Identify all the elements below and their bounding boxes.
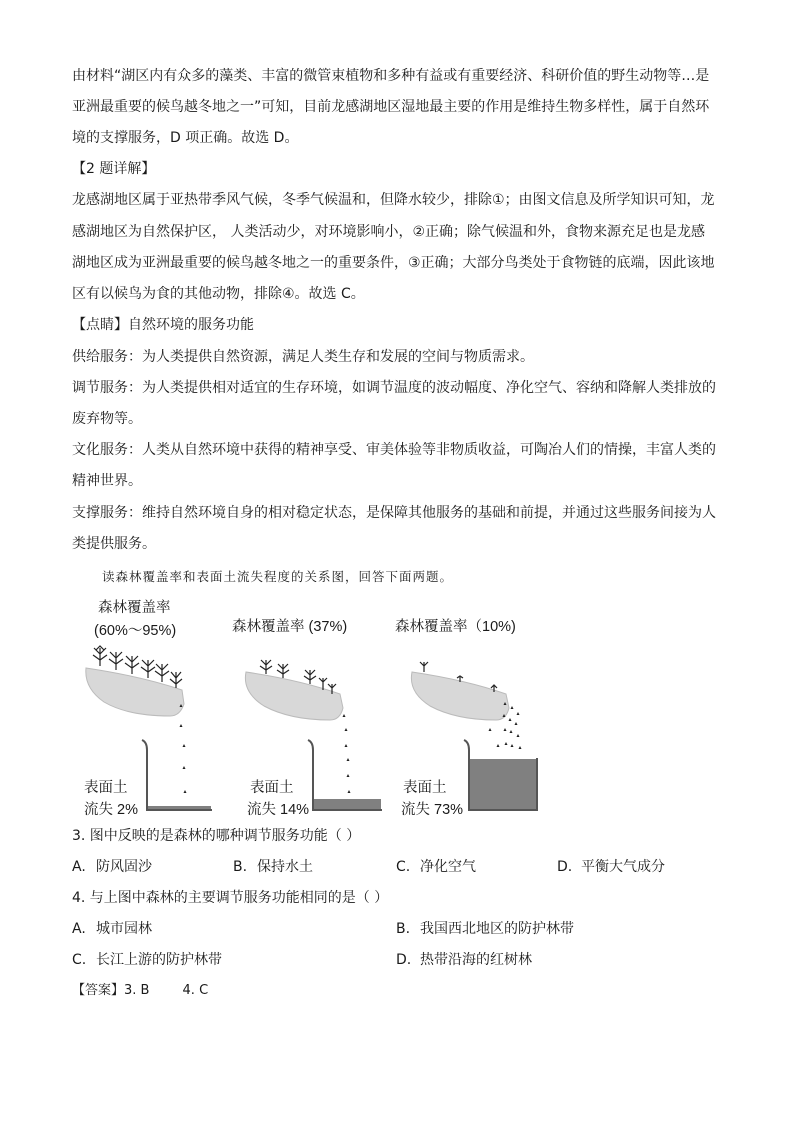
text-line: 湖地区成为亚洲最重要的候鸟越冬地之一的重要条件，③正确；大部分鸟类处于食物链的底端，因此该地	[72, 255, 715, 271]
text-line: 区有以候鸟为食的其他动物，排除④。故选 C。	[72, 286, 365, 302]
option-key: C.	[72, 952, 87, 968]
panel-1-title-range: (60%～95%)	[94, 623, 177, 639]
hillside-slope	[86, 668, 184, 716]
section-heading: 【2 题详解】	[72, 161, 156, 177]
runoff-drops	[343, 714, 351, 793]
text-line: 支撑服务：维持自然环境自身的相对稳定状态，是保障其他服务的基础和前提，并通过这些服务间接为人	[72, 505, 716, 521]
answer-text: 3. B 4. C	[124, 983, 209, 998]
question-3-option-b[interactable]	[233, 857, 313, 877]
panel-2-loss-label: 表面土	[250, 780, 294, 796]
soil-loss-fill	[470, 759, 536, 809]
text-line: 感湖地区为自然保护区， 人类活动少，对环境影响小，②正确；除气候温和外，食物来源充足也是龙感	[72, 224, 705, 240]
text-line: 供给服务：为人类提供自然资源，满足人类生存和发展的空间与物质需求。	[72, 349, 534, 365]
answer-label: 【答案】	[72, 983, 125, 998]
option-key: C.	[396, 859, 411, 875]
panel-1-loss-label: 表面土	[84, 780, 128, 796]
option-key: A.	[72, 921, 86, 937]
option-key: B.	[233, 859, 248, 875]
soil-loss-fill	[314, 799, 381, 809]
text-line: 境的支撑服务，D 项正确。故选 D。	[72, 130, 299, 146]
panel-2-title: 森林覆盖率 (37%)	[232, 619, 348, 635]
hillside-slope	[245, 672, 343, 720]
question-4-option-d[interactable]	[396, 950, 532, 970]
section-heading: 【点睛】自然环境的服务功能	[72, 317, 254, 333]
runoff-drops	[180, 704, 187, 793]
text-line: 废弃物等。	[72, 411, 142, 427]
option-text: 防风固沙	[96, 859, 152, 875]
question-4-option-b[interactable]	[396, 919, 574, 939]
option-text: 城市园林	[96, 921, 152, 937]
question-4-stem: 4. 与上图中森林的主要调节服务功能相同的是（ ）	[72, 890, 389, 906]
option-text: 平衡大气成分	[581, 859, 665, 875]
option-text: 长江上游的防护林带	[96, 952, 222, 968]
panel-1-loss-value: 流失 2%	[84, 802, 138, 818]
option-text: 热带沿海的红树林	[420, 952, 532, 968]
question-4-option-c[interactable]	[72, 950, 222, 970]
question-3-stem: 3. 图中反映的是森林的哪种调节服务功能（ ）	[72, 828, 361, 844]
question-4-option-a[interactable]	[72, 919, 152, 939]
text-line: 类提供服务。	[72, 536, 156, 552]
soil-loss-fill	[148, 806, 211, 809]
panel-3-drawing	[411, 662, 537, 810]
panel-2-loss-value: 流失 14%	[247, 802, 310, 818]
option-key: D.	[396, 952, 412, 968]
answer-line	[72, 981, 208, 1001]
panel-3-loss-value: 流失 73%	[401, 802, 464, 818]
figure-caption: 读森林覆盖率和表面土流失程度的关系图，回答下面两题。	[102, 569, 454, 584]
text-line: 亚洲最重要的候鸟越冬地之一”可知，目前龙感湖地区湿地最主要的作用是维持生物多样性，属于自然环	[72, 99, 710, 115]
question-3-option-a[interactable]	[72, 857, 152, 877]
collection-container	[142, 740, 212, 810]
question-3-option-c[interactable]	[396, 857, 476, 877]
text-line: 由材料“湖区内有众多的藻类、丰富的微管束植物和多种有益或有重要经济、科研价值的野生动物等…是	[72, 68, 710, 84]
panel-1-drawing	[86, 646, 212, 810]
text-line: 文化服务：人类从自然环境中获得的精神享受、审美体验等非物质收益，可陶冶人们的情操，丰富人类的	[72, 442, 716, 458]
text-line: 调节服务：为人类提供相对适宜的生存环境，如调节温度的波动幅度、净化空气、容纳和降解人类排放的	[72, 380, 716, 396]
panel-3-loss-label: 表面土	[403, 780, 447, 796]
question-3-option-d[interactable]	[557, 857, 665, 877]
panel-3-title: 森林覆盖率（10%)	[395, 619, 516, 635]
option-key: B.	[396, 921, 411, 937]
option-key: A.	[72, 859, 86, 875]
option-text: 我国西北地区的防护林带	[420, 921, 574, 937]
panel-1-title: 森林覆盖率	[98, 600, 171, 616]
option-text: 保持水土	[257, 859, 313, 875]
text-line: 龙感湖地区属于亚热带季风气候，冬季气候温和，但降水较少，排除①；由图文信息及所学知识可知，龙	[72, 192, 715, 208]
text-line: 精神世界。	[72, 473, 142, 489]
panel-2-drawing	[245, 660, 382, 810]
option-text: 净化空气	[420, 859, 476, 875]
option-key: D.	[557, 859, 573, 875]
